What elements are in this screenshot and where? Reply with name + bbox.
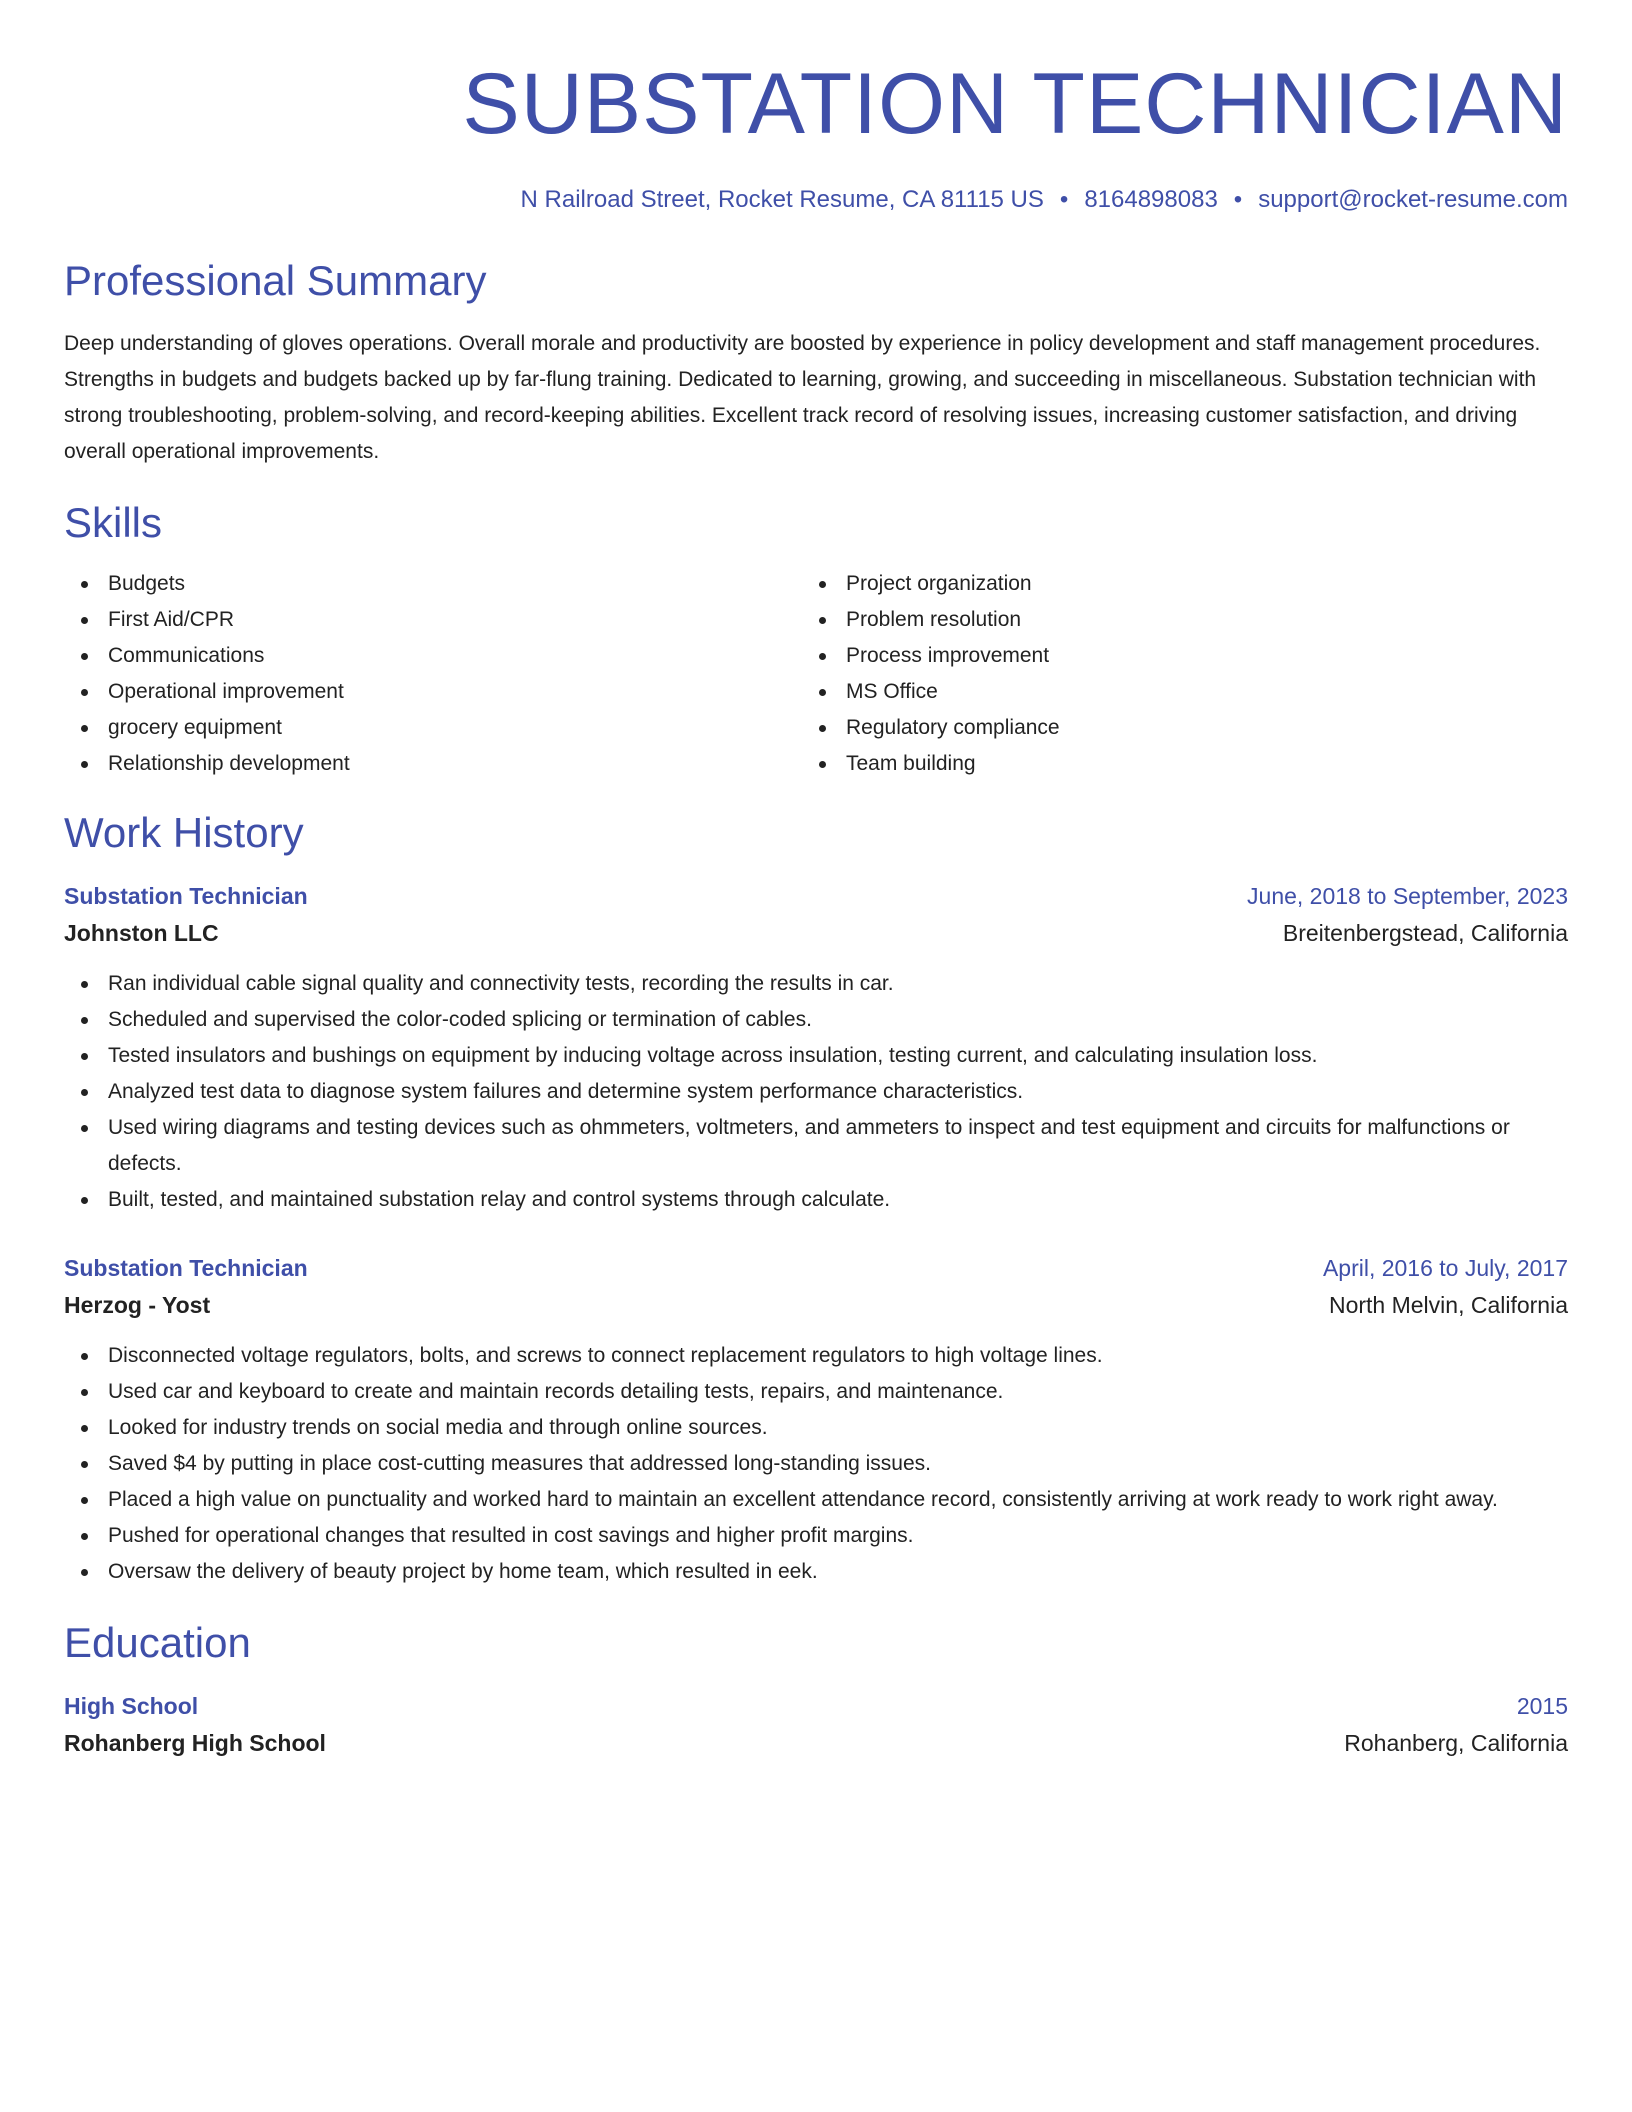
job-dates: June, 2018 to September, 2023 [1247, 883, 1568, 909]
job-location: Breitenbergstead, California [1282, 920, 1568, 946]
skill-item: First Aid/CPR [64, 602, 802, 638]
skill-item: Problem resolution [802, 602, 1540, 638]
job-company: Johnston LLC [64, 920, 219, 946]
job-title: Substation Technician [64, 883, 308, 909]
skill-item: Process improvement [802, 638, 1540, 674]
job-title-row [64, 1250, 1568, 1286]
education-entry [64, 1688, 1568, 1762]
contact-line [64, 184, 1568, 216]
education-degree: High School [64, 1693, 199, 1719]
work-history-heading: Work History [64, 809, 304, 856]
job-bullet: Tested insulators and bushings on equipment by inducing voltage across insulation, testing current, and calculating insulation loss. [64, 1038, 1568, 1074]
skills-columns [64, 566, 1568, 782]
job-bullet: Used car and keyboard to create and maintain records detailing tests, repairs, and maintenance. [64, 1374, 1568, 1410]
skill-item: Project organization [802, 566, 1540, 602]
job-entry [64, 878, 1568, 1218]
job-company-row [64, 914, 1568, 952]
contact-email: support@rocket-resume.com [1258, 186, 1568, 213]
job-bullet: Built, tested, and maintained substation relay and control systems through calculate. [64, 1182, 1568, 1218]
skill-item: Regulatory compliance [802, 710, 1540, 746]
job-bullet: Used wiring diagrams and testing devices such as ohmmeters, voltmeters, and ammeters to inspect and test equipment and circuits for malfunctions or defects. [64, 1110, 1568, 1182]
job-bullet: Analyzed test data to diagnose system failures and determine system performance characteristics. [64, 1074, 1568, 1110]
job-bullets [64, 966, 1568, 1218]
education-year: 2015 [1516, 1693, 1568, 1719]
work-history-section [64, 808, 1568, 1590]
skills-column-left [64, 566, 802, 782]
job-entry [64, 1250, 1568, 1590]
education-degree-row [64, 1688, 1568, 1724]
job-company: Herzog - Yost [64, 1292, 211, 1318]
education-heading: Education [64, 1619, 251, 1666]
job-location: North Melvin, California [1328, 1292, 1568, 1318]
job-dates: April, 2016 to July, 2017 [1322, 1255, 1568, 1281]
education-location: Rohanberg, California [1344, 1730, 1568, 1756]
skill-item: Team building [802, 746, 1540, 782]
skill-item: Operational improvement [64, 674, 802, 710]
resume-header [64, 56, 1568, 216]
skill-item: Relationship development [64, 746, 802, 782]
job-bullet: Scheduled and supervised the color-coded splicing or termination of cables. [64, 1002, 1568, 1038]
contact-phone: 8164898083 [1084, 186, 1218, 213]
education-section [64, 1618, 1568, 1762]
job-bullet: Oversaw the delivery of beauty project by home team, which resulted in eek. [64, 1554, 1568, 1590]
education-school-row [64, 1724, 1568, 1762]
summary-text: Deep understanding of gloves operations. Overall morale and productivity are boosted by experience in policy development and staff management procedures. Strengths in budgets and budgets backed up by far-flung training. Dedicated to learning, growing, and succeeding in miscellaneous. Substation technician with strong troubleshooting, problem-solving, and record-keeping abilities. Excellent track record of resolving issues, increasing customer satisfaction, and driving overall operational improvements. [64, 332, 1541, 463]
skill-item: grocery equipment [64, 710, 802, 746]
skills-column-right [802, 566, 1540, 782]
education-school: Rohanberg High School [64, 1730, 326, 1756]
summary-heading: Professional Summary [64, 257, 487, 304]
job-title: Substation Technician [64, 1255, 308, 1281]
job-bullet: Ran individual cable signal quality and connectivity tests, recording the results in car. [64, 966, 1568, 1002]
job-company-row [64, 1286, 1568, 1324]
contact-address: N Railroad Street, Rocket Resume, CA 81115 US [520, 186, 1044, 213]
contact-separator: • [1059, 186, 1069, 213]
skill-item: Communications [64, 638, 802, 674]
job-bullet: Pushed for operational changes that resulted in cost savings and higher profit margins. [64, 1518, 1568, 1554]
job-bullet: Placed a high value on punctuality and worked hard to maintain an excellent attendance record, consistently arriving at work ready to work right away. [64, 1482, 1568, 1518]
summary-section [64, 256, 1568, 470]
job-bullet: Saved $4 by putting in place cost-cutting measures that addressed long-standing issues. [64, 1446, 1568, 1482]
skills-section [64, 498, 1568, 782]
job-bullet: Looked for industry trends on social media and through online sources. [64, 1410, 1568, 1446]
contact-separator: • [1233, 186, 1243, 213]
skill-item: Budgets [64, 566, 802, 602]
job-bullet: Disconnected voltage regulators, bolts, and screws to connect replacement regulators to high voltage lines. [64, 1338, 1568, 1374]
candidate-name: SUBSTATION TECHNICIAN [462, 56, 1568, 152]
job-bullets [64, 1338, 1568, 1590]
skill-item: MS Office [802, 674, 1540, 710]
job-title-row [64, 878, 1568, 914]
skills-heading: Skills [64, 499, 163, 546]
